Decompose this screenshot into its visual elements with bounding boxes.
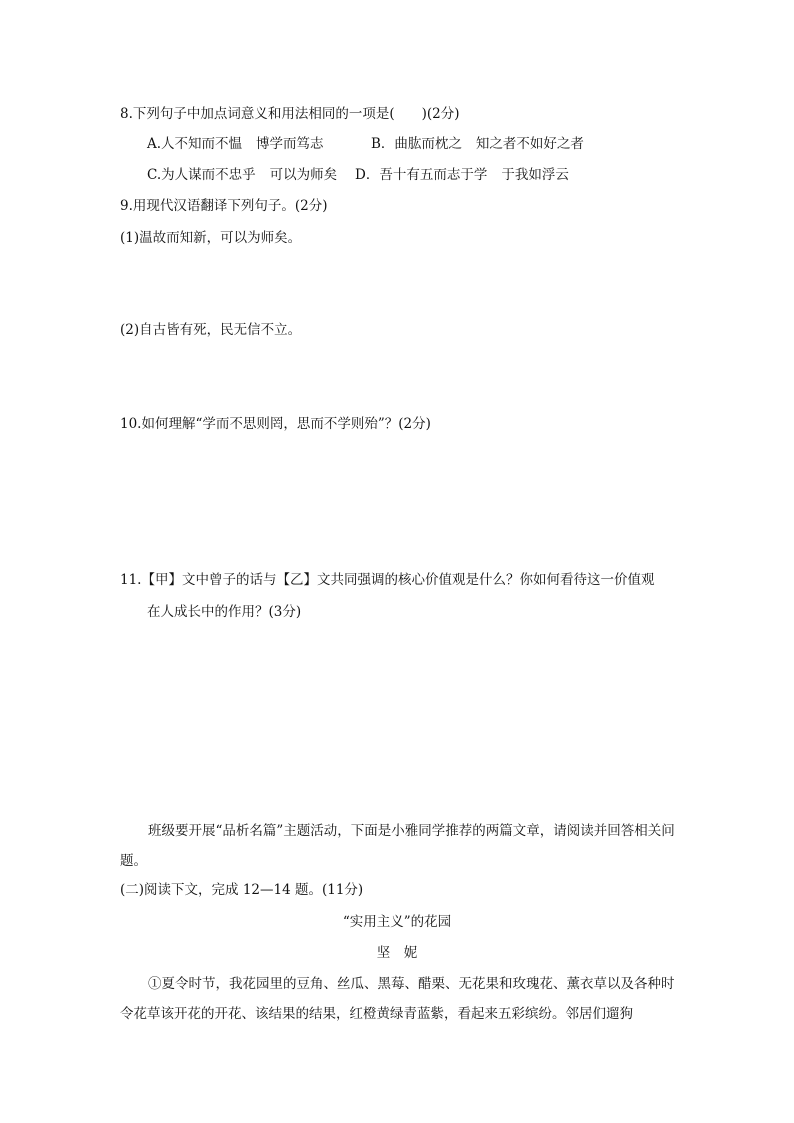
q8-stem: 8.下列句子中加点词意义和用法相同的一项是( )(2分) bbox=[120, 106, 460, 122]
q11-line-2: 在人成长中的作用？(3分) bbox=[147, 604, 302, 620]
q8-option-c-label: C. bbox=[147, 167, 162, 183]
q8-option-b-label: B． bbox=[371, 136, 395, 152]
q8-option-b-text1: 曲肱而枕之 bbox=[394, 136, 462, 152]
q8-option-b-text2: 知之者不如好之者 bbox=[475, 136, 584, 152]
section-2-heading: (二)阅读下文，完成 12—14 题。(11分) bbox=[120, 882, 364, 898]
q8-option-d-text1: 吾十有五而志于学 bbox=[379, 167, 488, 183]
q8-options-row-1 bbox=[147, 134, 584, 154]
q8-option-a-text1: 人不知而不愠 bbox=[161, 136, 243, 152]
q8-option-d-text2: 于我如浮云 bbox=[501, 167, 569, 183]
q9-item-2: (2)自古皆有死，民无信不立。 bbox=[120, 322, 302, 338]
article-paragraph-1: ①夏令时节，我花园里的豆角、丝瓜、黑莓、醋栗、无花果和玫瑰花、薰衣草以及各种时令花草该开花的开花、该结果的结果，红橙黄绿青蓝紫，看起来五彩缤纷。邻居们遛狗 bbox=[120, 976, 675, 1022]
q8-option-d-label: D． bbox=[355, 167, 380, 183]
q8-option-d bbox=[355, 165, 569, 185]
article-title: “实用主义”的花园 bbox=[342, 914, 452, 930]
article-author: 坚 妮 bbox=[376, 945, 418, 961]
q11-line-1: 11.【甲】文中曾子的话与【乙】文共同强调的核心价值观是什么？你如何看待这一价值观 bbox=[120, 572, 655, 588]
q8-option-c-text2: 可以为师矣 bbox=[269, 167, 338, 183]
q8-option-b bbox=[371, 134, 584, 154]
q10-stem: 10.如何理解“学而不思则罔，思而不学则殆”？(2分) bbox=[120, 416, 431, 432]
q8-options-row-2 bbox=[147, 165, 569, 185]
intro-paragraph: 班级要开展“品析名篇”主题活动，下面是小雅同学推荐的两篇文章，请阅读并回答相关问题。 bbox=[120, 823, 675, 869]
q9-stem: 9.用现代汉语翻译下列句子。(2分) bbox=[120, 198, 328, 214]
q8-option-a-label: A. bbox=[147, 136, 162, 152]
q9-item-1: (1)温故而知新，可以为师矣。 bbox=[120, 230, 302, 246]
q8-option-c-text1: 为人谋而不忠乎 bbox=[161, 167, 256, 183]
q8-option-a-text2: 博学而笃志 bbox=[256, 136, 324, 152]
